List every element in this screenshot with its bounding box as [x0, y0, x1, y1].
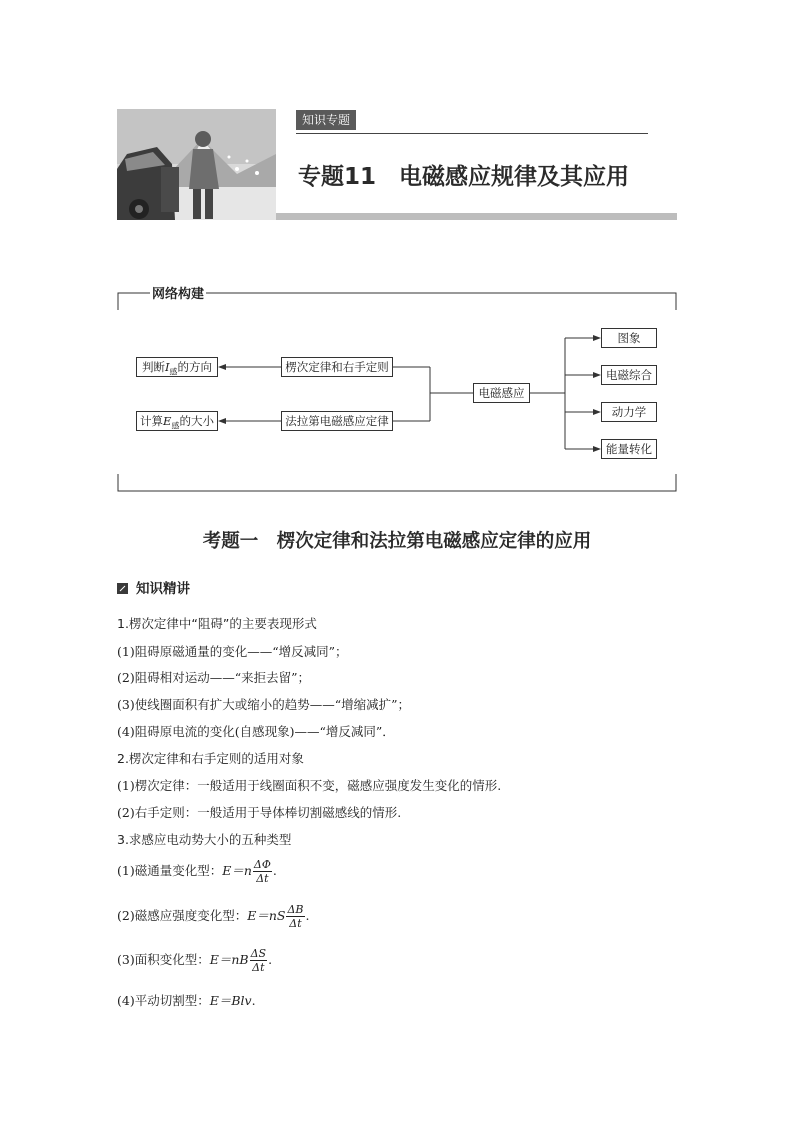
header-band [276, 213, 677, 220]
box-lenz-right-hand: 楞次定律和右手定则 [281, 357, 393, 377]
content-line: (2)右手定则：一般适用于导体棒切割磁感线的情形. [117, 805, 402, 820]
box-variable: E [163, 414, 172, 428]
section-title: 考题一 楞次定律和法拉第电磁感应定律的应用 [202, 531, 592, 552]
header-tag: 知识专题 [296, 110, 356, 130]
box-text: 的大小 [179, 414, 214, 428]
formula-line-translation [117, 991, 256, 1009]
box-subscript: 感 [169, 367, 178, 377]
content-heading-1: 1.楞次定律中“阻碍”的主要表现形式 [117, 616, 317, 631]
box-text: 计算 [140, 414, 164, 428]
checkbox-icon [117, 583, 128, 594]
formula-line-flux [117, 858, 277, 885]
box-faraday-law: 法拉第电磁感应定律 [281, 411, 393, 431]
box-graphs: 图象 [601, 328, 657, 348]
header-rule [296, 133, 648, 134]
box-energy-conversion: 能量转化 [601, 439, 657, 459]
formula-label: (2)磁感应强度变化型： [117, 908, 248, 923]
content-heading-2: 2.楞次定律和右手定则的适用对象 [117, 751, 304, 766]
box-subscript: 感 [171, 421, 180, 431]
header-illustration [117, 109, 276, 220]
formula-end: . [272, 863, 277, 878]
subsection-label: 知识精讲 [136, 581, 190, 597]
box-em-synthesis: 电磁综合 [601, 365, 657, 385]
fraction [253, 858, 272, 885]
content-line: (1)阻碍原磁通量的变化——“增反减同”； [117, 644, 348, 659]
network-heading: 网络构建 [150, 283, 206, 302]
box-compute-magnitude [136, 411, 218, 431]
fraction-numerator: ΔΦ [253, 858, 271, 871]
formula-label: (3)面积变化型： [117, 952, 210, 967]
fraction [286, 903, 304, 930]
winter-car-scene-image [117, 109, 276, 220]
formula-end: . [305, 908, 310, 923]
network-diagram-frame [0, 0, 794, 520]
subsection-heading [117, 577, 190, 597]
box-text: 判断 [141, 360, 165, 374]
box-variable: I [164, 360, 170, 374]
content-line: (2)阻碍相对运动——“来拒去留”； [117, 670, 310, 685]
box-electromagnetic-induction: 电磁感应 [473, 383, 530, 403]
content-heading-3: 3.求感应电动势大小的五种类型 [117, 832, 292, 847]
content-line: (3)使线圈面积有扩大或缩小的趋势——“增缩减扩”； [117, 697, 410, 712]
fraction [250, 947, 267, 974]
formula-lhs: E＝nS [247, 908, 286, 923]
formula-line-field [117, 903, 309, 930]
fraction-numerator: ΔB [287, 903, 304, 916]
fraction-denominator: Δt [252, 961, 265, 974]
formula-lhs: E＝n [222, 863, 252, 878]
box-text: 的方向 [177, 360, 213, 374]
fraction-denominator: Δt [289, 917, 302, 930]
formula-label: (1)磁通量变化型： [117, 863, 223, 878]
content-line: (1)楞次定律：一般适用于线圈面积不变，磁感应强度发生变化的情形. [117, 778, 502, 793]
page-title: 专题11 电磁感应规律及其应用 [298, 164, 630, 190]
formula-label: (4)平动切割型： [117, 993, 210, 1008]
formula-end: . [251, 993, 256, 1008]
fraction-numerator: ΔS [250, 947, 267, 960]
formula-lhs: E＝nB [209, 952, 249, 967]
content-line: (4)阻碍原电流的变化(自感现象)——“增反减同”． [117, 724, 395, 739]
box-dynamics: 动力学 [601, 402, 657, 422]
box-judge-direction [136, 357, 218, 377]
formula-line-area [117, 947, 272, 974]
formula-expression: E＝Blv [209, 993, 252, 1008]
fraction-denominator: Δt [256, 872, 269, 885]
formula-end: . [268, 952, 273, 967]
